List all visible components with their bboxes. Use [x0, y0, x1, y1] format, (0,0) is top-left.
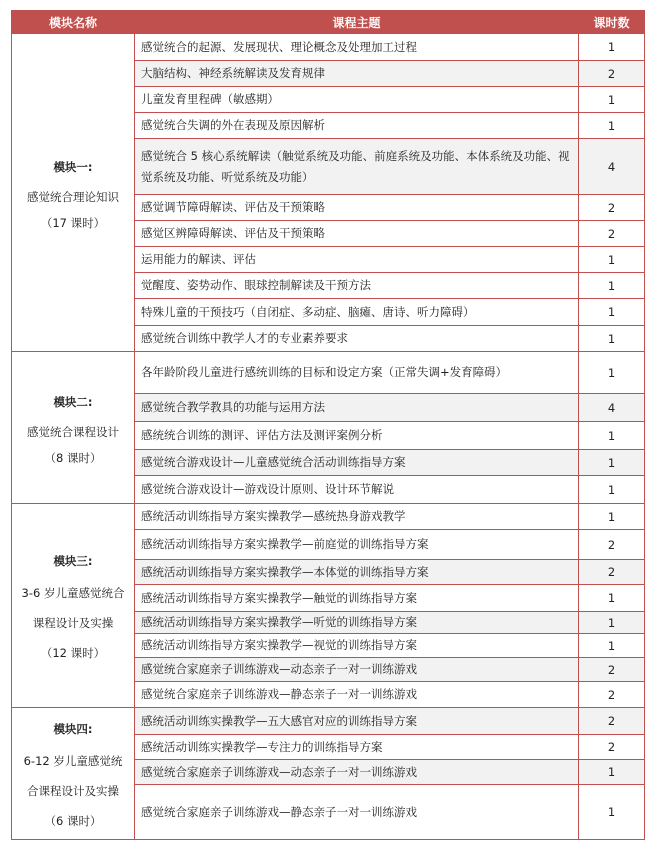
header-course-topic: 课程主题	[135, 11, 579, 34]
course-hours: 1	[579, 247, 645, 273]
module-4-cell	[12, 708, 135, 840]
module-3-title-line-1: 3-6 岁儿童感觉统合	[21, 585, 125, 600]
course-hours: 1	[579, 634, 645, 658]
course-hours: 1	[579, 450, 645, 476]
course-topic: 觉醒度、姿势动作、眼球控制解读及干预方法	[135, 273, 579, 299]
course-hours: 4	[579, 394, 645, 422]
course-topic: 感统统合训练的测评、评估方法及测评案例分析	[135, 422, 579, 450]
course-topic: 感统活动训练指导方案实操教学—前庭觉的训练指导方案	[135, 530, 579, 560]
module-1-name: 模块一:	[53, 159, 93, 174]
course-hours: 4	[579, 139, 645, 195]
course-topic: 感觉区辨障碍解读、评估及干预策略	[135, 221, 579, 247]
course-hours: 1	[579, 352, 645, 394]
module-1-cell	[12, 34, 135, 352]
course-topic: 感觉调节障碍解读、评估及干预策略	[135, 195, 579, 221]
module-3-hours-line: （12 课时）	[40, 645, 106, 660]
course-hours: 1	[579, 87, 645, 113]
course-topic: 儿童发育里程碑（敏感期）	[135, 87, 579, 113]
course-hours: 2	[579, 735, 645, 760]
course-hours: 1	[579, 422, 645, 450]
table-row	[12, 352, 645, 394]
course-hours: 2	[579, 708, 645, 735]
course-hours: 1	[579, 504, 645, 530]
header-row	[12, 11, 645, 34]
course-hours: 1	[579, 785, 645, 840]
module-1-title-line: 感觉统合理论知识	[27, 189, 119, 204]
course-topic: 感觉统合家庭亲子训练游戏—静态亲子一对一训练游戏	[135, 785, 579, 840]
course-topic: 感觉统合游戏设计—儿童感觉统合活动训练指导方案	[135, 450, 579, 476]
course-hours: 1	[579, 113, 645, 139]
course-topic: 感觉统合教学教具的功能与运用方法	[135, 394, 579, 422]
module-4-title-line-2: 合课程设计及实操	[27, 783, 119, 798]
course-hours: 1	[579, 476, 645, 504]
course-topic: 感统活动训练指导方案实操教学—触觉的训练指导方案	[135, 585, 579, 612]
module-4-hours-line: （6 课时）	[44, 813, 102, 828]
table-row	[12, 708, 645, 735]
module-4-name: 模块四:	[53, 721, 93, 736]
module-2-hours-line: （8 课时）	[44, 450, 102, 465]
course-topic: 大脑结构、神经系统解读及发育规律	[135, 61, 579, 87]
course-topic: 各年龄阶段儿童进行感统训练的目标和设定方案（正常失调+发育障碍）	[135, 352, 579, 394]
module-2-name: 模块二:	[53, 394, 93, 409]
table-row	[12, 504, 645, 530]
header-hours: 课时数	[579, 11, 645, 34]
course-topic: 感统活动训练实操教学—五大感官对应的训练指导方案	[135, 708, 579, 735]
course-hours: 1	[579, 760, 645, 785]
module-4-title-line-1: 6-12 岁儿童感觉统	[23, 753, 123, 768]
course-hours: 1	[579, 585, 645, 612]
course-hours: 2	[579, 61, 645, 87]
module-2-cell	[12, 352, 135, 504]
course-hours: 1	[579, 612, 645, 634]
course-topic: 感统活动训练指导方案实操教学—视觉的训练指导方案	[135, 634, 579, 658]
course-hours: 1	[579, 326, 645, 352]
module-3-cell	[12, 504, 135, 708]
course-hours: 2	[579, 560, 645, 585]
header-module-name: 模块名称	[12, 11, 135, 34]
course-topic: 运用能力的解读、评估	[135, 247, 579, 273]
course-hours: 2	[579, 221, 645, 247]
course-topic: 感觉统合的起源、发展现状、理论概念及处理加工过程	[135, 34, 579, 61]
course-hours: 2	[579, 658, 645, 682]
course-topic: 感觉统合失调的外在表现及原因解析	[135, 113, 579, 139]
course-topic: 感觉统合 5 核心系统解读（触觉系统及功能、前庭系统及功能、本体系统及功能、视觉系统及功能、听觉系统及功能）	[135, 139, 579, 195]
course-topic: 感统活动训练指导方案实操教学—本体觉的训练指导方案	[135, 560, 579, 585]
course-hours: 1	[579, 34, 645, 61]
course-topic: 感觉统合游戏设计—游戏设计原则、设计环节解说	[135, 476, 579, 504]
module-1-hours-line: （17 课时）	[40, 215, 106, 230]
course-topic: 感觉统合家庭亲子训练游戏—动态亲子一对一训练游戏	[135, 658, 579, 682]
course-topic: 感觉统合训练中教学人才的专业素养要求	[135, 326, 579, 352]
course-hours: 2	[579, 682, 645, 708]
course-topic: 感统活动训练指导方案实操教学—听觉的训练指导方案	[135, 612, 579, 634]
course-topic: 感觉统合家庭亲子训练游戏—静态亲子一对一训练游戏	[135, 682, 579, 708]
course-table	[11, 10, 645, 840]
course-topic: 感统活动训练指导方案实操教学—感统热身游戏教学	[135, 504, 579, 530]
course-hours: 2	[579, 195, 645, 221]
module-3-name: 模块三:	[53, 553, 93, 568]
course-topic: 特殊儿童的干预技巧（自闭症、多动症、脑瘫、唐诗、听力障碍）	[135, 299, 579, 326]
table-row	[12, 34, 645, 61]
module-2-title-line: 感觉统合课程设计	[27, 424, 119, 439]
course-hours: 1	[579, 273, 645, 299]
course-hours: 2	[579, 530, 645, 560]
course-topic: 感觉统合家庭亲子训练游戏—动态亲子一对一训练游戏	[135, 760, 579, 785]
course-topic: 感统活动训练实操教学—专注力的训练指导方案	[135, 735, 579, 760]
module-3-title-line-2: 课程设计及实操	[32, 615, 114, 630]
course-table-wrapper	[11, 10, 645, 840]
course-hours: 1	[579, 299, 645, 326]
